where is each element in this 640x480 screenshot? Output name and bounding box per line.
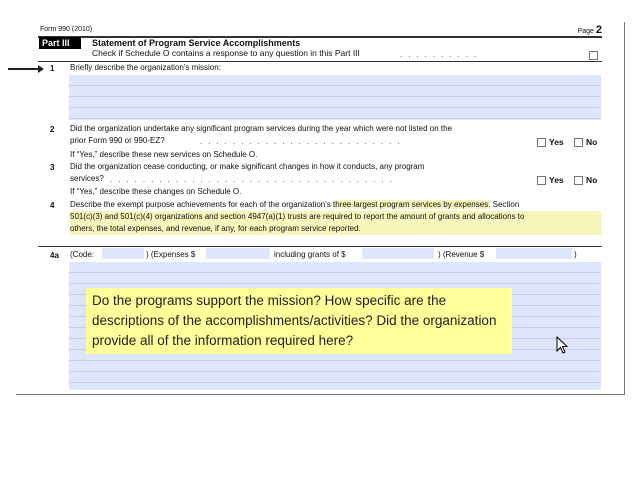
q4-line1 [70, 199, 602, 211]
q1-text: Briefly describe the organization's mission: [70, 63, 221, 72]
q4a-number: 4a [50, 251, 59, 260]
q2-yes-checkbox[interactable] [537, 138, 546, 147]
q4-rule [38, 246, 602, 247]
close-paren: ) [574, 250, 577, 259]
q4-line3: others, the total expenses, and revenue, if any, for each program service reported. [70, 223, 602, 235]
q4-line1-start: Describe the exempt purpose achievements for each of the organization's [70, 200, 334, 209]
grants-label: including grants of $ [274, 250, 346, 259]
q3-no-checkbox[interactable] [574, 176, 583, 185]
q2-yes-label: Yes [549, 137, 564, 147]
q1-number: 1 [50, 64, 55, 73]
page-number [578, 24, 602, 36]
code-field[interactable] [102, 248, 144, 259]
form-identifier: Form 990 (2010) [40, 26, 93, 33]
q2-line2: prior Form 990 or 990-EZ? [70, 136, 165, 145]
q3-yes-checkbox[interactable] [537, 176, 546, 185]
expenses-field[interactable] [206, 248, 270, 259]
q4-number: 4 [50, 201, 55, 210]
leader-dots: ......................... [200, 137, 406, 146]
revenue-label: ) (Revenue $ [438, 250, 485, 259]
q3-line2: services? [70, 174, 104, 183]
schedule-o-check-text: Check if Schedule O contains a response to any question in this Part III [92, 48, 360, 58]
part-title: Statement of Program Service Accomplishments [92, 38, 301, 48]
reviewer-callout: Do the programs support the mission? How specific are the descriptions of the accomplishments/activities? Did the organization provide all of the information required here? [86, 288, 512, 354]
q3-note: If “Yes,” describe these changes on Schedule O. [70, 187, 242, 196]
pointer-arrow-icon [8, 68, 42, 70]
q2-note: If “Yes,” describe these new services on Schedule O. [70, 150, 258, 159]
part-badge: Part III [39, 37, 81, 49]
schedule-o-checkbox[interactable] [589, 51, 598, 60]
mission-text-area[interactable] [69, 75, 601, 120]
code-label: (Code: [70, 250, 95, 259]
revenue-field[interactable] [496, 248, 572, 259]
q2-number: 2 [50, 125, 55, 134]
q3-yes-label: Yes [549, 175, 564, 185]
q2-line1: Did the organization undertake any significant program services during the year which were not listed on the [70, 124, 452, 133]
q3-line1: Did the organization cease conducting, or make significant changes in how it conducts, any program [70, 162, 425, 171]
q2-no-label: No [586, 137, 598, 147]
expenses-label: ) (Expenses $ [146, 250, 196, 259]
leader-dots: ................................... [110, 175, 398, 184]
page-number-value: 2 [595, 24, 602, 36]
leader-dots: .......... [400, 50, 483, 59]
mouse-cursor-icon [556, 336, 568, 354]
q3-number: 3 [50, 163, 55, 172]
page-prefix: Page [577, 28, 594, 35]
q3-no-label: No [586, 175, 598, 185]
q4-highlight: three largest program services by expenses. [333, 200, 491, 209]
q4-line1-end: Section [490, 200, 520, 209]
q2-no-checkbox[interactable] [574, 138, 583, 147]
grants-field[interactable] [362, 248, 434, 259]
q4-line2: 501(c)(3) and 501(c)(4) organizations and section 4947(a)(1) trusts are required to report the amount of grants and allocations to [70, 211, 602, 223]
